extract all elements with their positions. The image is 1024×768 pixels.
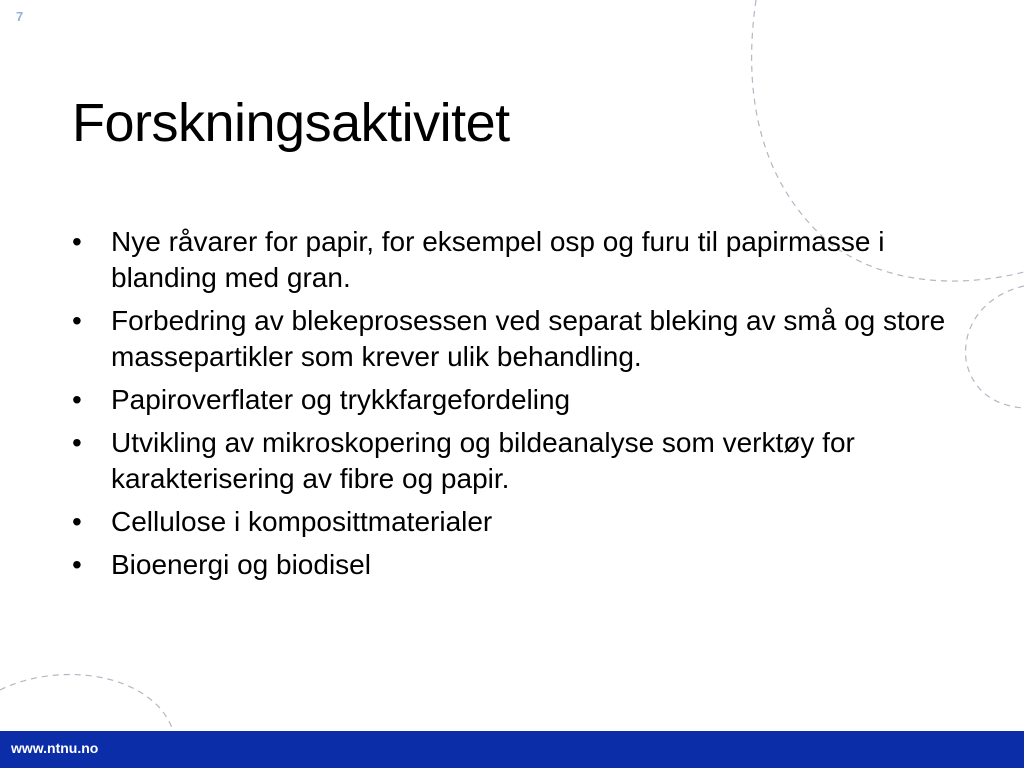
slide-title: Forskningsaktivitet: [72, 93, 510, 153]
bullet-item: [72, 547, 952, 583]
bullet-text: Papiroverflater og trykkfargefordeling: [111, 384, 571, 415]
slide-number: 7: [16, 9, 24, 24]
bullet-item: [72, 303, 952, 375]
bullet-text: Utvikling av mikroskopering og bildeanalyse som verktøy for karakterisering av fibre og papir.: [111, 427, 855, 494]
decor-curve-right-arc: [966, 286, 1024, 408]
bullet-marker: •: [72, 427, 82, 458]
bullet-text: Bioenergi og biodisel: [111, 549, 371, 580]
footer-url[interactable]: www.ntnu.no: [11, 740, 99, 756]
bullet-marker: •: [72, 384, 82, 415]
bullet-marker: •: [72, 506, 82, 537]
bullet-text: Forbedring av blekeprosessen ved separat bleking av små og store massepartikler som krever ulik behandling.: [111, 305, 946, 372]
bullet-item: [72, 425, 952, 497]
bullet-text: Cellulose i komposittmaterialer: [111, 506, 493, 537]
footer-bar: [0, 731, 1024, 768]
bullet-marker: •: [72, 226, 82, 257]
bullet-marker: •: [72, 305, 82, 336]
bullet-item: [72, 382, 952, 418]
bullet-list: [72, 224, 952, 590]
bullet-item: [72, 504, 952, 540]
bullet-marker: •: [72, 549, 82, 580]
bullet-text: Nye råvarer for papir, for eksempel osp og furu til papirmasse i blanding med gran.: [111, 226, 885, 293]
bullet-item: [72, 224, 952, 296]
